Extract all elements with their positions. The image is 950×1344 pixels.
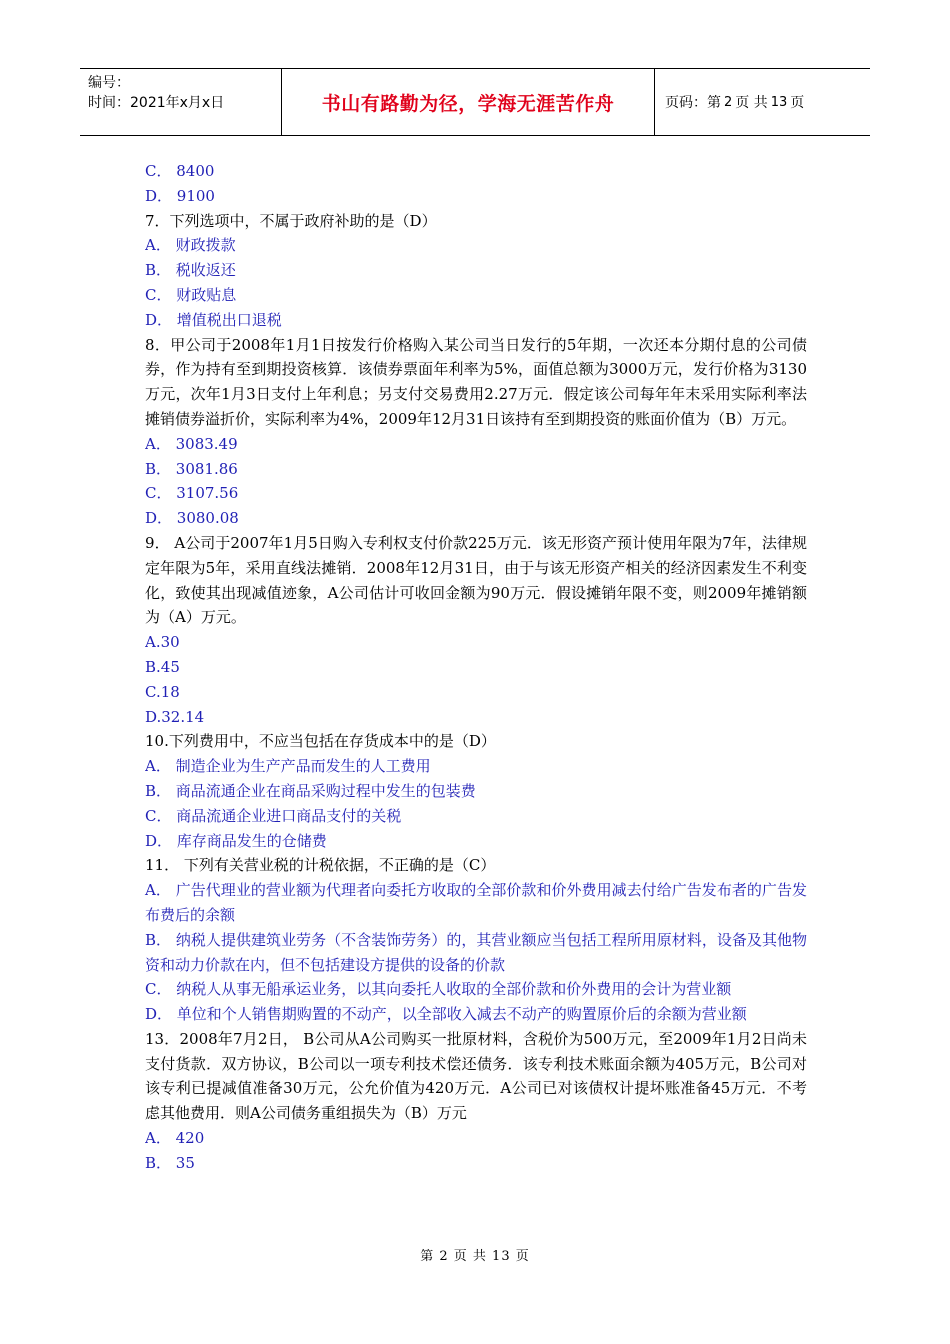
page-total: 13 — [770, 94, 788, 110]
document-number-label: 编号： — [88, 75, 130, 91]
q10-option-a: A． 制造企业为生产产品而发生的人工费用 — [145, 757, 431, 776]
q7-option-c: C． 财政贴息 — [145, 285, 237, 304]
q10-option-b: B． 商品流通企业在商品采购过程中发生的包装费 — [145, 781, 476, 800]
question-10: 10.下列费用中，不应当包括在存货成本中的是（D） — [145, 732, 496, 751]
q7-option-d: D． 增值税出口退税 — [145, 310, 282, 329]
q9-option-c: C.18 — [145, 682, 180, 701]
document-time-label: 时间：2021年x月x日 — [88, 95, 225, 111]
q7-option-b: B． 税收返还 — [145, 261, 236, 280]
page-prefix: 页码：第 — [665, 95, 721, 111]
q8-option-a: A． 3083.49 — [145, 434, 238, 453]
q11-option-c: C． 纳税人从事无船承运业务，以其向委托人收取的全部价款和价外费用的会计为营业额 — [145, 980, 732, 999]
question-8: 8．甲公司于2008年1月1日按发行价格购入某公司当日发行的5年期，一次还本分期付息的公司债券，作为持有至到期投资核算．该债券票面年利率为5%，面值总额为3000万元，发行价格为3130万元，次年1月3日支付上年利息；另支付交易费用2.27万元．假定该公司每年年末采用实际利率法摊销债券溢折价，实际利率为4%，2009年12月31日该持有至到期投资的账面价值为（B）万元。 — [145, 335, 807, 428]
header-page-number — [655, 69, 870, 135]
q6-option-d: D． 9100 — [145, 186, 215, 205]
header-info-cell — [80, 69, 282, 135]
page-header — [80, 68, 870, 136]
q10-option-d: D． 库存商品发生的仓储费 — [145, 831, 327, 850]
question-13: 13．2008年7月2日， B公司从A公司购买一批原材料，含税价为500万元，至2009年1月2日尚未支付货款．双方协议，B公司以一项专利技术偿还债务．该专利技术账面余额为405万元，B公司对该专利已提减值准备30万元，公允价值为420万元．A公司已对该债权计提坏账准备45万元．不考虑其他费用．则A公司债务重组损失为（B）万元 — [145, 1029, 807, 1123]
q8-option-d: D． 3080.08 — [145, 509, 239, 528]
q11-option-b: B． 纳税人提供建筑业劳务（不含装饰劳务）的，其营业额应当包括工程所用原材料，设备及其他物资和动力价款在内，但不包括建设方提供的设备的价款 — [145, 930, 807, 974]
question-11: 11． 下列有关营业税的计税依据，不正确的是（C） — [145, 856, 496, 875]
page-suffix: 页 — [790, 95, 805, 111]
page-current: 2 — [724, 94, 733, 110]
page-mid: 页 共 — [735, 95, 768, 111]
question-7: 7．下列选项中，不属于政府补助的是（D） — [145, 211, 437, 230]
q9-option-a: A.30 — [145, 633, 180, 652]
q13-option-a: A． 420 — [145, 1129, 205, 1148]
q9-option-b: B.45 — [145, 657, 180, 676]
q7-option-a: A． 财政拨款 — [145, 236, 236, 255]
question-9: 9． A公司于2007年1月5日购入专利权支付价款225万元．该无形资产预计使用年限为7年，法律规定年限为5年，采用直线法摊销．2008年12月31日，由于与该无形资产相关的经济因素发生不利变化，致使其出现减值迹象，A公司估计可收回金额为90万元．假设摊销年限不变，则2009年摊销额为（A）万元。 — [145, 533, 807, 627]
page-footer: 第 2 页 共 13 页 — [420, 1249, 530, 1264]
q8-option-c: C． 3107.56 — [145, 484, 239, 503]
q13-option-b: B． 35 — [145, 1153, 195, 1172]
q11-option-a: A． 广告代理业的营业额为代理者向委托方收取的全部价款和价外费用减去付给广告发布者的广告发布费后的余额 — [145, 881, 807, 924]
q9-option-d: D.32.14 — [145, 707, 205, 726]
q6-option-c: C． 8400 — [145, 162, 215, 180]
document-body — [145, 159, 807, 1176]
q10-option-c: C． 商品流通企业进口商品支付的关税 — [145, 806, 402, 825]
header-motto: 书山有路勤为径，学海无涯苦作舟 — [282, 69, 655, 135]
q8-option-b: B． 3081.86 — [145, 459, 238, 478]
q11-option-d: D． 单位和个人销售期购置的不动产，以全部收入减去不动产的购置原价后的余额为营业额 — [145, 1005, 747, 1024]
